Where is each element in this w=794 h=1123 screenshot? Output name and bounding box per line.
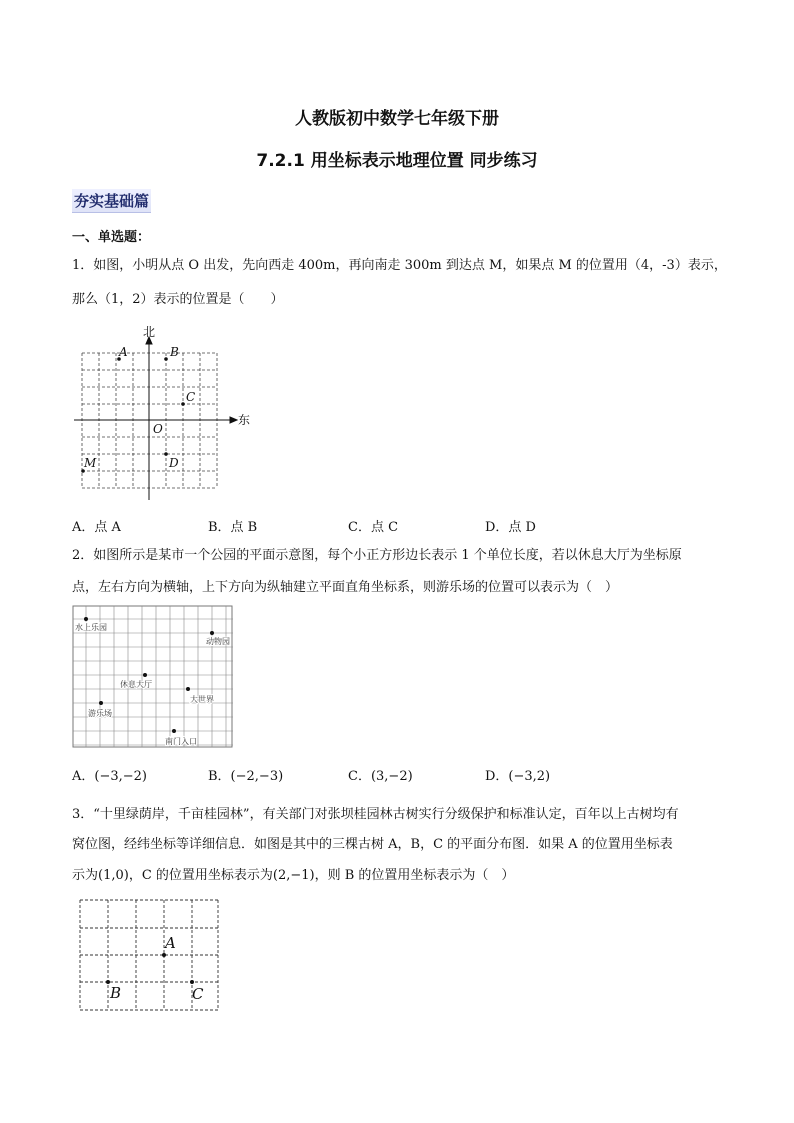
rest-hall-label: 休息大厅 (120, 680, 152, 689)
amusement-park-point (99, 701, 103, 705)
tree-c-point (190, 980, 194, 984)
document-title: 人教版初中数学七年级下册 (295, 109, 499, 129)
q3-text-line1: 3．“十里绿荫岸，千亩桂园林”，有关部门对张坝桂园林古树实行分级保护和标准认定，百年以上古树均有 (72, 807, 679, 822)
section-title: 夯实基础篇 (72, 189, 151, 213)
point-b-label: B (170, 345, 179, 359)
big-world-point (186, 687, 190, 691)
point-c-label: C (186, 390, 196, 404)
rest-hall-point (143, 673, 147, 677)
document-subtitle: 7.2.1 用坐标表示地理位置 同步练习 (256, 151, 538, 171)
water-park-point (84, 617, 88, 621)
q3-text-line2: 窝位图，经纬坐标等详细信息．如图是其中的三棵古树 A，B，C 的平面分布图．如果 A 的位置用坐标表 (72, 837, 673, 852)
q2-text-line1: 2．如图所示是某市一个公园的平面示意图，每个小正方形边长表示 1 个单位长度，若以休息大厅为坐标原 (72, 548, 682, 563)
point-a-label: A (119, 345, 128, 359)
amusement-park-label: 游乐场 (88, 709, 112, 718)
q1-text-line2: 那么（1，2）表示的位置是（ ） (72, 292, 284, 307)
point-m-label: M (84, 456, 97, 470)
q3-text-line3: 示为(1,0)，C 的位置用坐标表示为(2,−1)，则 B 的位置用坐标表示为（ ） (72, 868, 515, 883)
origin-label: O (153, 422, 163, 436)
tree-a-label: A (165, 934, 176, 952)
point-b (164, 357, 168, 361)
q2-option-c[interactable]: C．(3,−2) (348, 769, 413, 784)
q2-park-map (72, 605, 234, 749)
point-d-label: D (169, 456, 179, 470)
q2-option-d[interactable]: D．(−3,2) (485, 769, 551, 784)
zoo-point (210, 631, 214, 635)
q1-figure-grid (66, 320, 266, 505)
south-gate-label: 南门入口 (165, 737, 197, 746)
q1-option-c[interactable]: C．点 C (348, 520, 399, 535)
q2-text-line2: 点，左右方向为横轴，上下方向为纵轴建立平面直角坐标系，则游乐场的位置可以表示为（ ） (72, 580, 619, 595)
zoo-label: 动物园 (206, 637, 230, 646)
tree-c-label: C (192, 985, 204, 1003)
tree-b-label: B (110, 984, 122, 1002)
q3-tree-grid (78, 898, 220, 1012)
q2-option-a[interactable]: A．(−3,−2) (72, 769, 147, 784)
big-world-label: 大世界 (190, 695, 214, 704)
q1-option-d[interactable]: D．点 D (485, 520, 536, 535)
north-label: 北 (143, 325, 156, 339)
q2-option-b[interactable]: B．(−2,−3) (208, 769, 284, 784)
point-d (164, 452, 168, 456)
q1-option-b[interactable]: B．点 B (208, 520, 258, 535)
q1-option-a[interactable]: A．点 A (72, 520, 121, 535)
point-c (181, 402, 185, 406)
south-gate-point (172, 729, 176, 733)
east-label: 东 (238, 413, 251, 427)
question-type-heading: 一、单选题： (72, 230, 151, 245)
water-park-label: 水上乐园 (75, 623, 107, 632)
tree-a-point (162, 953, 166, 957)
q1-text-line1: 1．如图，小明从点 O 出发，先向西走 400m，再向南走 300m 到达点 M，如果点 M 的位置用（4，-3）表示， (72, 258, 727, 273)
